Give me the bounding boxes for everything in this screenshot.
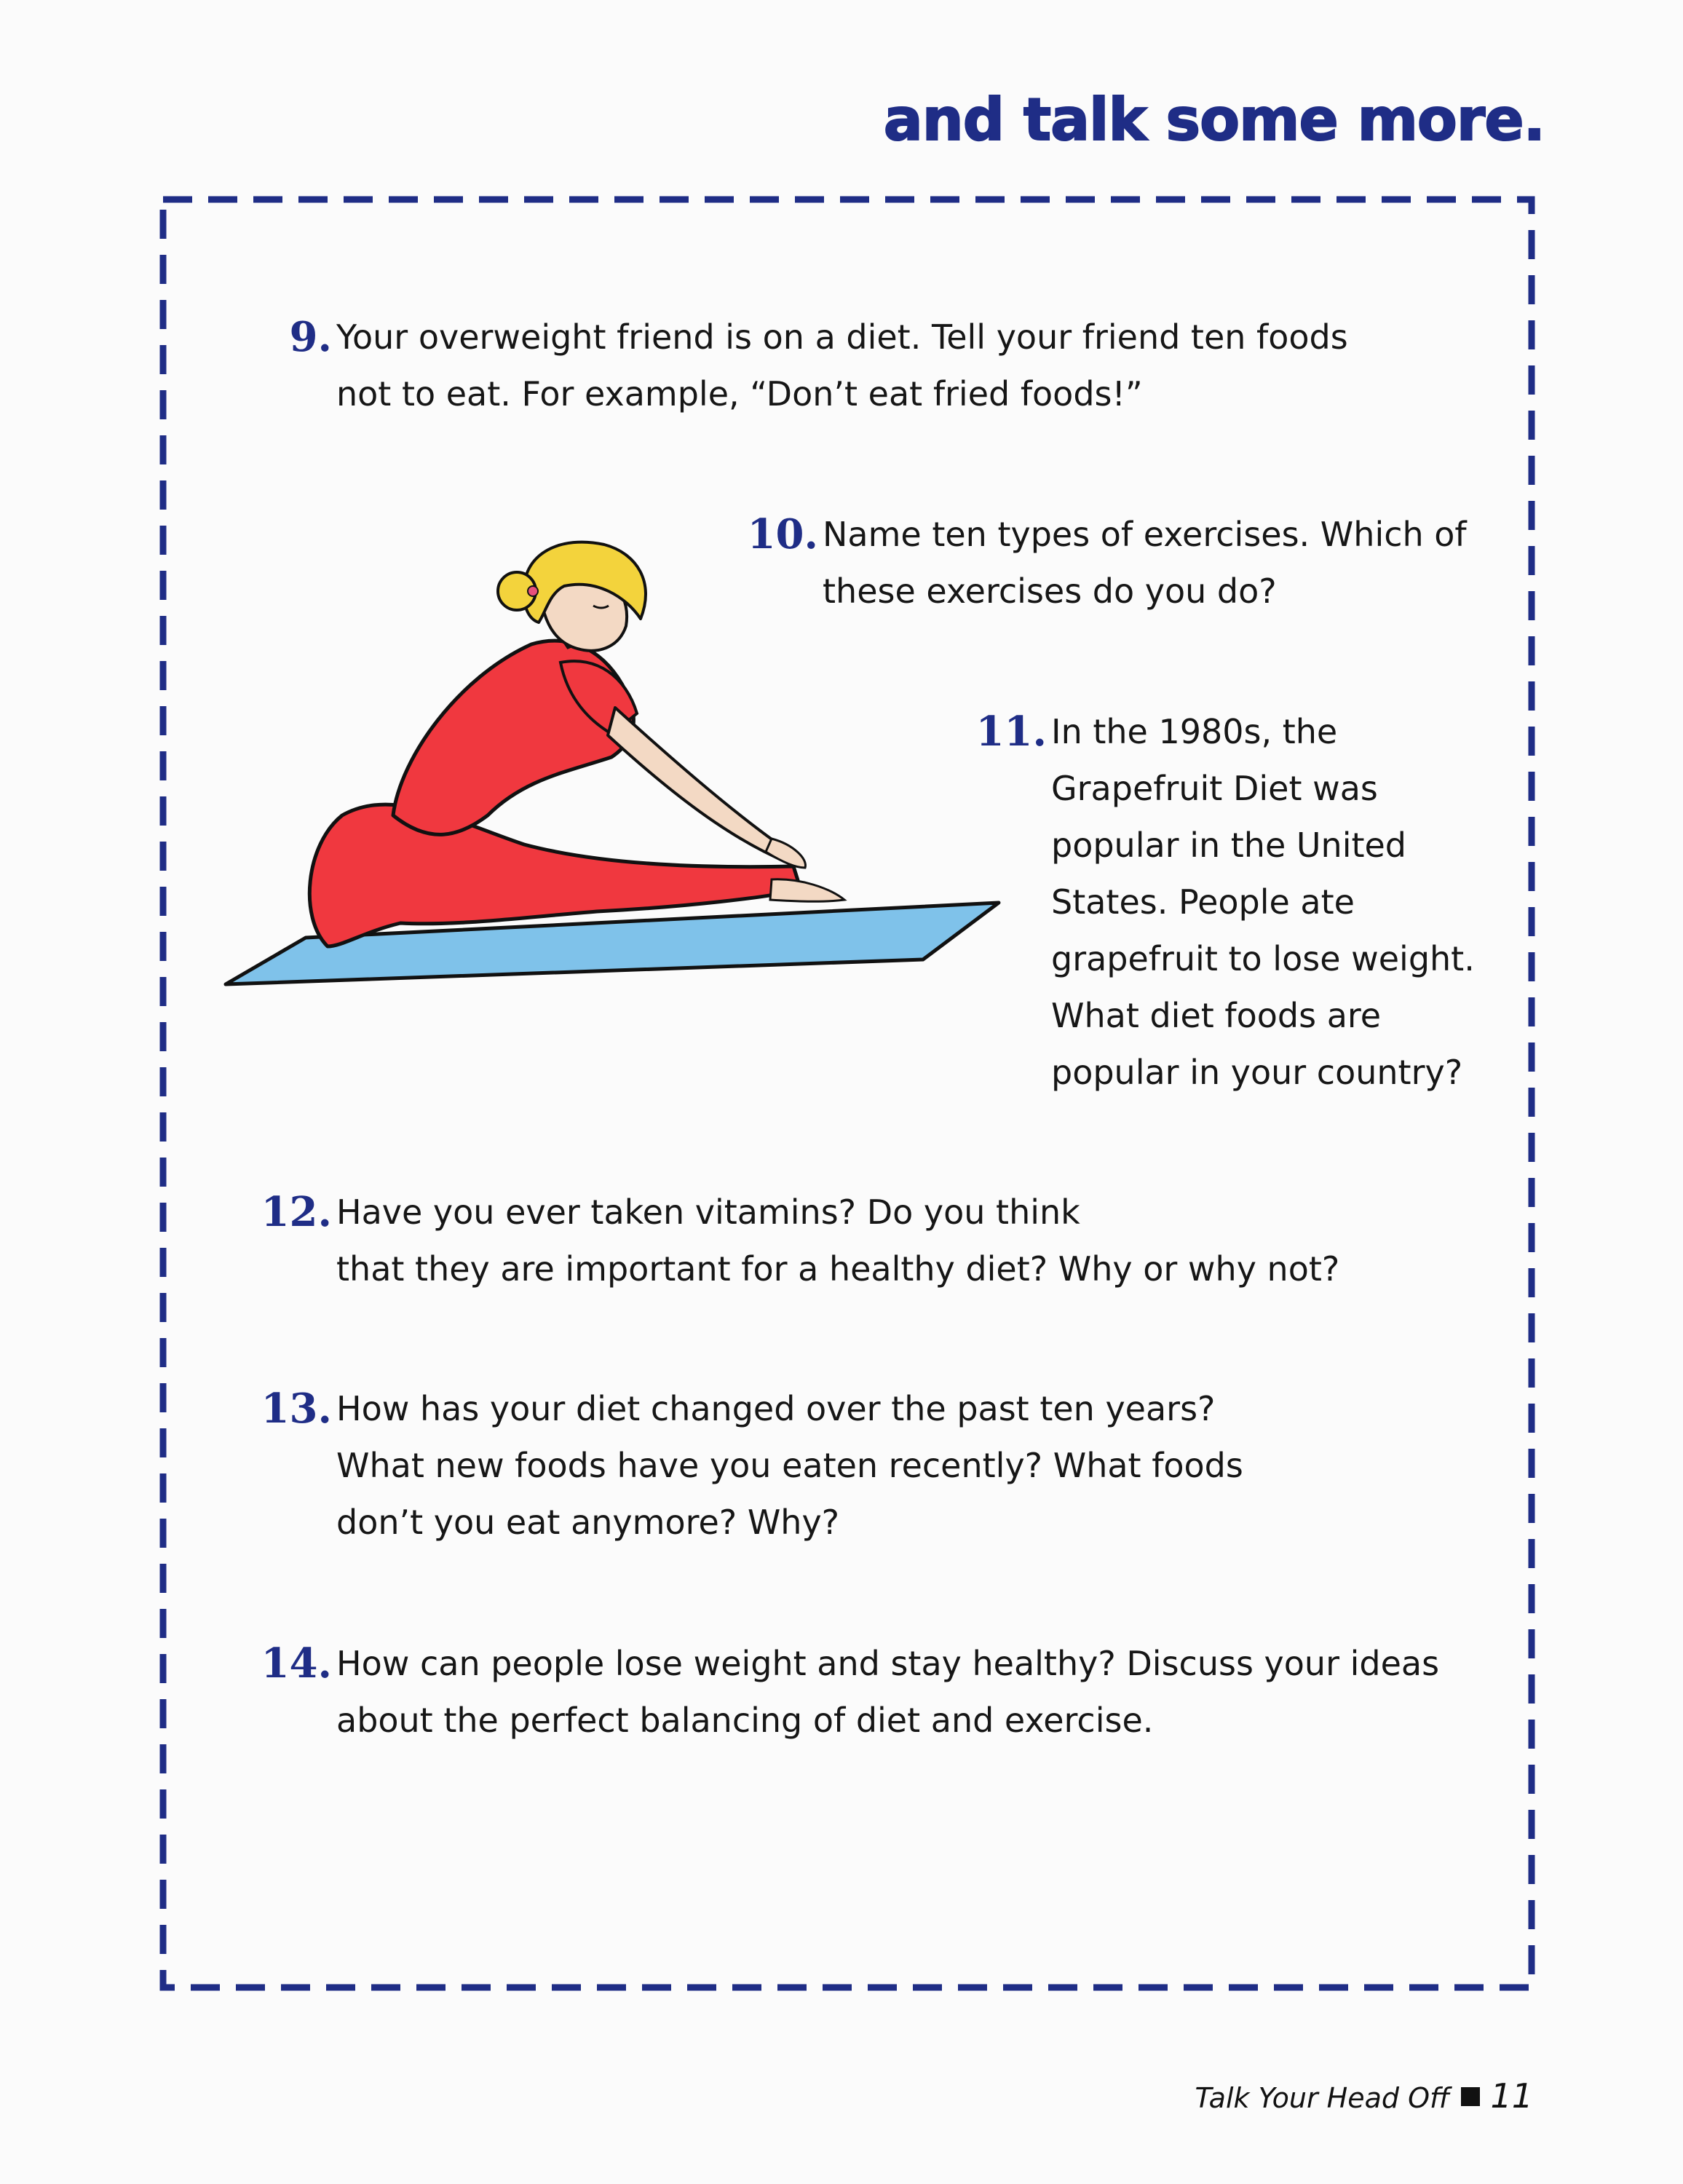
question-number: 10. — [747, 510, 818, 558]
question-text-line: Your overweight friend is on a diet. Tell your friend ten foods — [336, 317, 1348, 357]
question-text-line: How has your diet changed over the past ten years? — [336, 1389, 1216, 1428]
question-9 — [289, 309, 1348, 422]
page-heading: and talk some more. — [883, 86, 1545, 154]
question-number: 12. — [261, 1188, 332, 1236]
question-text-line: Name ten types of exercises. Which of — [823, 515, 1467, 554]
question-text-line: Grapefruit Diet was — [1051, 769, 1378, 808]
question-text-line: Have you ever taken vitamins? Do you think — [336, 1192, 1080, 1232]
square-bullet-icon — [1461, 2087, 1480, 2106]
question-11 — [975, 703, 1475, 1101]
question-number: 9. — [289, 313, 332, 361]
question-number: 11. — [975, 708, 1047, 756]
question-number: 13. — [261, 1385, 332, 1433]
question-14 — [261, 1635, 1440, 1749]
question-text-line: States. People ate — [1051, 882, 1355, 922]
question-13 — [261, 1380, 1243, 1551]
question-text-line: In the 1980s, the — [1051, 712, 1338, 751]
question-text-line: What diet foods are — [1051, 996, 1382, 1035]
page-footer — [1195, 2076, 1533, 2116]
question-number: 14. — [261, 1639, 332, 1688]
question-text-line: popular in your country? — [1051, 1053, 1463, 1092]
question-text-line: about the perfect balancing of diet and exercise. — [336, 1701, 1154, 1740]
question-text-line: How can people lose weight and stay healthy? Discuss your ideas — [336, 1644, 1440, 1683]
question-text-line: popular in the United — [1051, 826, 1407, 865]
book-title: Talk Your Head Off — [1195, 2082, 1450, 2114]
question-text-line: these exercises do you do? — [823, 571, 1277, 611]
question-text-line: grapefruit to lose weight. — [1051, 939, 1475, 978]
woman-stretching-on-mat-icon — [218, 539, 1019, 1008]
question-12 — [261, 1184, 1340, 1297]
question-text-line: not to eat. For example, “Don’t eat fried foods!” — [336, 374, 1143, 414]
question-text-line: What new foods have you eaten recently? What foods — [336, 1446, 1243, 1485]
page-number: 11 — [1490, 2076, 1533, 2116]
question-text-line: that they are important for a healthy diet? Why or why not? — [336, 1249, 1340, 1289]
question-text-line: don’t you eat anymore? Why? — [336, 1503, 840, 1542]
